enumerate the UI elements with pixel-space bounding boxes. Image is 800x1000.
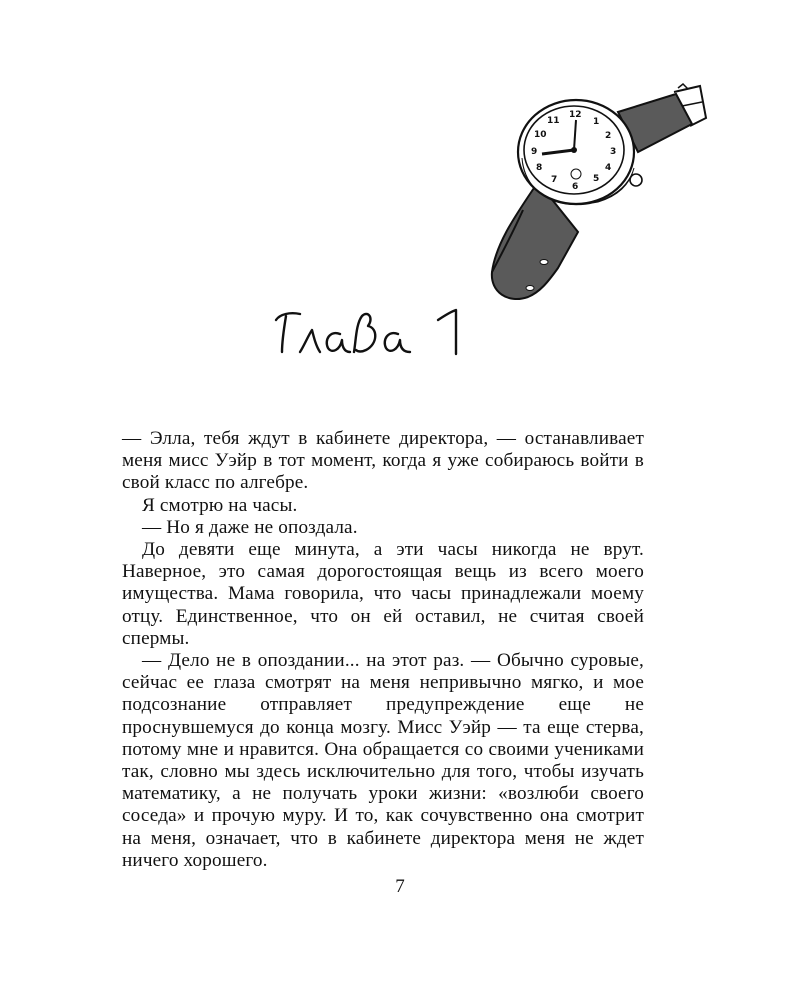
chapter-heading bbox=[270, 300, 490, 364]
svg-text:9: 9 bbox=[531, 147, 538, 157]
chapter-heading-script bbox=[270, 300, 490, 364]
svg-text:11: 11 bbox=[547, 116, 560, 126]
svg-text:7: 7 bbox=[551, 175, 558, 185]
svg-text:5: 5 bbox=[593, 174, 600, 184]
svg-text:4: 4 bbox=[605, 163, 612, 173]
paragraph: — Элла, тебя ждут в кабинете директора, — останавливает меня мисс Уэйр в тот момент, когда я уже собираюсь войти в свой класс по алгебре. bbox=[122, 428, 644, 494]
svg-text:12: 12 bbox=[569, 110, 582, 120]
page-number: 7 bbox=[395, 876, 405, 897]
svg-text:1: 1 bbox=[593, 117, 600, 127]
svg-text:3: 3 bbox=[610, 147, 617, 157]
svg-text:6: 6 bbox=[572, 182, 579, 192]
paragraph: До девяти еще минута, а эти часы никогда не врут. Наверное, это самая дорогостоящая вещь из всего моего имущества. Мама говорила, что часы принадлежали моему отцу. Единственное, что он ей оставил, не считая своей спермы. bbox=[122, 539, 644, 649]
svg-text:10: 10 bbox=[534, 130, 547, 140]
svg-text:2: 2 bbox=[605, 131, 612, 141]
paragraph: — Но я даже не опоздала. bbox=[142, 516, 358, 538]
paragraph: — Дело не в опоздании... на этот раз. — Обычно суровые, сейчас ее глаза смотрят на меня непривычно мягко, и мое подсознание отправляет предупреждение еще не проснувшемуся до конца мозгу. Мисс Уэйр — та еще стерва, потому мне и нравится. Она обращается со своими учениками так, словно мы здесь исключительно для того, чтобы изучать математику, а не получать уроки жизни: «возлюби своего соседа» и прочую муру. И то, как сочувственно она смотрит на меня, означает, что в кабинете директора меня не ждет ничего хорошего. bbox=[122, 650, 644, 871]
body-text bbox=[122, 428, 644, 872]
paragraph: Я смотрю на часы. bbox=[142, 494, 298, 516]
svg-text:8: 8 bbox=[536, 163, 543, 173]
wristwatch-illustration bbox=[478, 82, 708, 307]
